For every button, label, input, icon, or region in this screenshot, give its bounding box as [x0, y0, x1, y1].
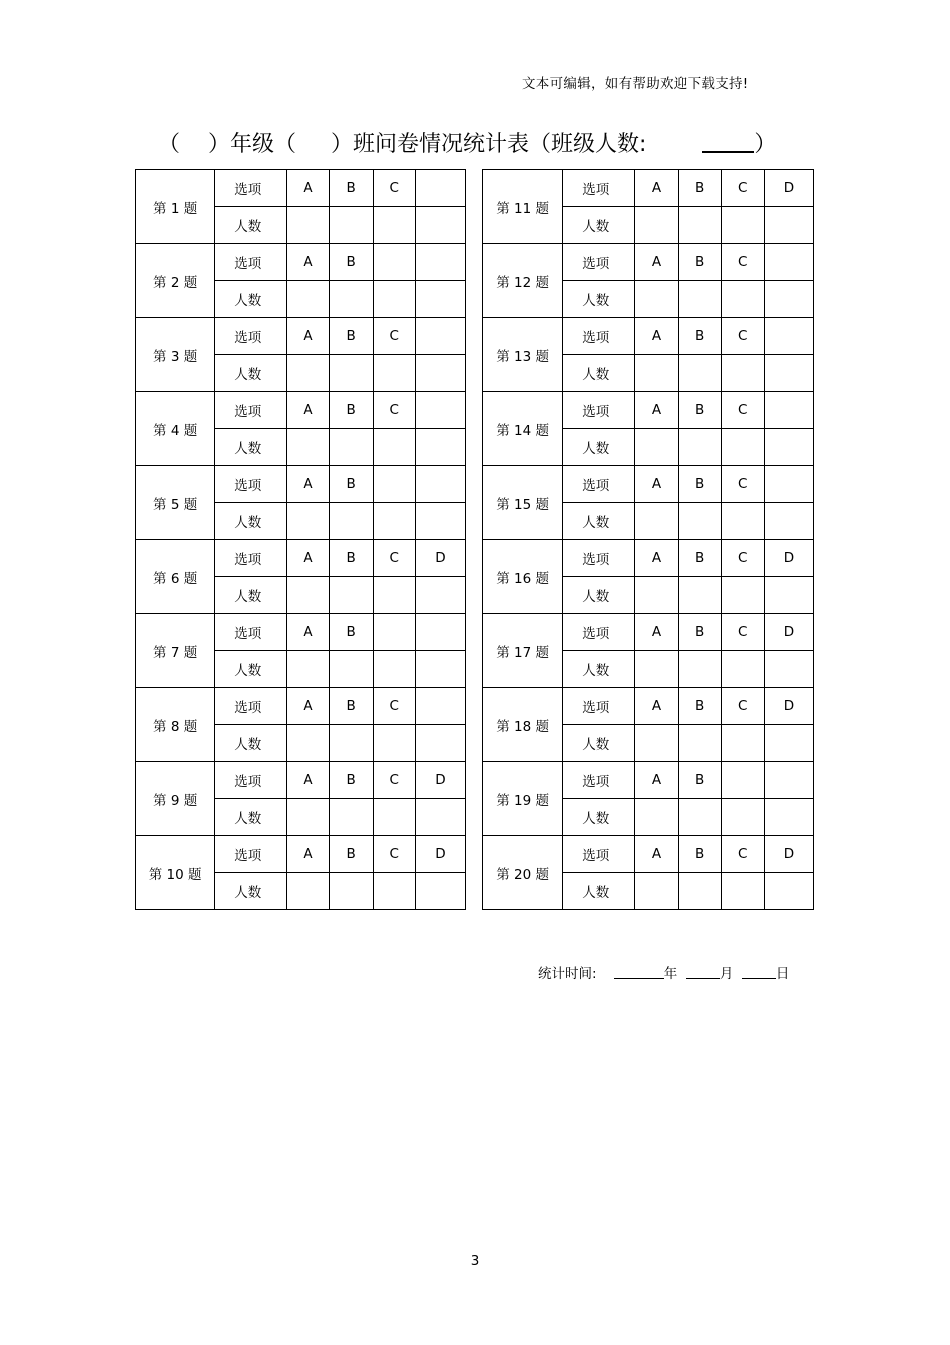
count-label: 人数	[215, 281, 287, 318]
count-cell	[329, 725, 373, 762]
count-cell	[415, 207, 465, 244]
question-label: 第 4 题	[136, 392, 215, 466]
question-options-row	[483, 170, 814, 207]
option-cell	[764, 466, 813, 503]
page-number: 3	[470, 1253, 480, 1269]
option-cell: A	[287, 836, 329, 873]
option-cell	[415, 318, 465, 355]
month-label: 月	[719, 966, 734, 982]
page-title	[158, 127, 776, 158]
question-options-row	[136, 762, 466, 799]
option-cell: C	[721, 614, 764, 651]
count-cell	[415, 429, 465, 466]
option-cell: C	[721, 244, 764, 281]
survey-table-left	[135, 169, 466, 910]
question-options-row	[136, 170, 466, 207]
count-cell	[764, 503, 813, 540]
count-cell	[373, 503, 415, 540]
option-cell: A	[635, 836, 678, 873]
question-label: 第 11 题	[483, 170, 563, 244]
stats-time	[538, 962, 789, 982]
question-label: 第 15 题	[483, 466, 563, 540]
count-cell	[287, 873, 329, 910]
option-cell: A	[635, 170, 678, 207]
option-cell: D	[415, 836, 465, 873]
option-cell: B	[329, 688, 373, 725]
option-cell: B	[678, 392, 721, 429]
count-cell	[721, 207, 764, 244]
count-cell	[287, 281, 329, 318]
count-cell	[373, 651, 415, 688]
options-label: 选项	[563, 318, 635, 355]
option-cell: A	[635, 244, 678, 281]
option-cell: A	[635, 614, 678, 651]
stats-time-label: 统计时间:	[538, 966, 597, 982]
count-label: 人数	[215, 577, 287, 614]
count-cell	[287, 799, 329, 836]
option-cell: C	[373, 836, 415, 873]
count-cell	[373, 799, 415, 836]
count-cell	[678, 725, 721, 762]
option-cell: A	[287, 392, 329, 429]
count-cell	[635, 429, 678, 466]
option-cell: A	[287, 170, 329, 207]
count-cell	[721, 503, 764, 540]
count-label: 人数	[563, 577, 635, 614]
option-cell: B	[678, 762, 721, 799]
count-label: 人数	[215, 207, 287, 244]
option-cell: C	[373, 392, 415, 429]
count-cell	[678, 873, 721, 910]
count-cell	[764, 651, 813, 688]
option-cell: D	[415, 540, 465, 577]
question-options-row	[483, 244, 814, 281]
count-cell	[764, 429, 813, 466]
count-cell	[635, 799, 678, 836]
count-cell	[287, 207, 329, 244]
question-label: 第 9 题	[136, 762, 215, 836]
option-cell: A	[635, 392, 678, 429]
count-cell	[287, 577, 329, 614]
option-cell	[415, 244, 465, 281]
count-cell	[635, 355, 678, 392]
count-cell	[329, 799, 373, 836]
count-label: 人数	[563, 873, 635, 910]
option-cell: A	[635, 318, 678, 355]
count-cell	[287, 503, 329, 540]
count-cell	[764, 725, 813, 762]
count-cell	[373, 725, 415, 762]
count-cell	[721, 799, 764, 836]
option-cell: B	[329, 836, 373, 873]
count-label: 人数	[215, 355, 287, 392]
option-cell: B	[678, 318, 721, 355]
question-options-row	[483, 392, 814, 429]
question-label: 第 20 题	[483, 836, 563, 910]
option-cell: B	[329, 244, 373, 281]
count-cell	[721, 873, 764, 910]
count-cell	[678, 281, 721, 318]
count-cell	[721, 577, 764, 614]
option-cell	[415, 170, 465, 207]
options-label: 选项	[563, 762, 635, 799]
question-options-row	[136, 614, 466, 651]
question-label: 第 12 题	[483, 244, 563, 318]
day-label: 日	[775, 966, 790, 982]
options-label: 选项	[215, 540, 287, 577]
option-cell: B	[329, 170, 373, 207]
count-label: 人数	[563, 429, 635, 466]
option-cell	[373, 466, 415, 503]
question-label: 第 6 题	[136, 540, 215, 614]
option-cell: A	[635, 466, 678, 503]
option-cell: A	[635, 540, 678, 577]
count-cell	[373, 873, 415, 910]
option-cell: A	[287, 244, 329, 281]
count-cell	[415, 799, 465, 836]
options-label: 选项	[215, 244, 287, 281]
option-cell: B	[678, 244, 721, 281]
count-cell	[329, 355, 373, 392]
option-cell: C	[721, 466, 764, 503]
survey-table-right	[482, 169, 814, 910]
option-cell: C	[373, 762, 415, 799]
count-cell	[329, 651, 373, 688]
options-label: 选项	[563, 466, 635, 503]
question-options-row	[136, 392, 466, 429]
option-cell: B	[678, 836, 721, 873]
option-cell	[721, 762, 764, 799]
month-blank	[686, 965, 720, 979]
option-cell: A	[287, 762, 329, 799]
count-cell	[678, 577, 721, 614]
count-cell	[415, 725, 465, 762]
question-label: 第 17 题	[483, 614, 563, 688]
question-options-row	[136, 836, 466, 873]
question-label: 第 13 题	[483, 318, 563, 392]
question-options-row	[483, 466, 814, 503]
option-cell	[764, 318, 813, 355]
count-label: 人数	[215, 725, 287, 762]
count-cell	[415, 503, 465, 540]
count-cell	[373, 577, 415, 614]
option-cell	[415, 392, 465, 429]
count-cell	[635, 873, 678, 910]
count-label: 人数	[215, 429, 287, 466]
options-label: 选项	[563, 170, 635, 207]
count-cell	[721, 429, 764, 466]
option-cell	[415, 614, 465, 651]
options-label: 选项	[563, 392, 635, 429]
class-size-blank	[702, 131, 754, 153]
options-label: 选项	[563, 836, 635, 873]
count-cell	[373, 281, 415, 318]
option-cell: D	[764, 688, 813, 725]
option-cell: B	[329, 466, 373, 503]
count-cell	[329, 429, 373, 466]
option-cell: D	[764, 170, 813, 207]
count-cell	[635, 207, 678, 244]
count-cell	[329, 503, 373, 540]
count-cell	[415, 355, 465, 392]
count-label: 人数	[563, 355, 635, 392]
count-cell	[415, 651, 465, 688]
option-cell: A	[287, 688, 329, 725]
question-options-row	[136, 244, 466, 281]
count-cell	[287, 651, 329, 688]
count-cell	[721, 725, 764, 762]
question-options-row	[483, 836, 814, 873]
count-cell	[764, 873, 813, 910]
options-label: 选项	[215, 614, 287, 651]
count-label: 人数	[563, 725, 635, 762]
option-cell: B	[329, 540, 373, 577]
count-cell	[764, 355, 813, 392]
count-label: 人数	[215, 651, 287, 688]
option-cell: C	[373, 688, 415, 725]
option-cell	[415, 688, 465, 725]
option-cell: B	[678, 170, 721, 207]
options-label: 选项	[563, 614, 635, 651]
option-cell	[415, 466, 465, 503]
question-options-row	[483, 614, 814, 651]
option-cell: C	[373, 540, 415, 577]
question-options-row	[483, 318, 814, 355]
option-cell	[764, 244, 813, 281]
count-cell	[287, 429, 329, 466]
option-cell: A	[287, 318, 329, 355]
count-label: 人数	[563, 281, 635, 318]
option-cell: A	[287, 614, 329, 651]
question-label: 第 1 题	[136, 170, 215, 244]
count-cell	[329, 873, 373, 910]
count-cell	[635, 503, 678, 540]
year-blank	[614, 965, 664, 979]
question-options-row	[483, 688, 814, 725]
option-cell: D	[415, 762, 465, 799]
question-label: 第 19 题	[483, 762, 563, 836]
option-cell: C	[721, 318, 764, 355]
options-label: 选项	[215, 762, 287, 799]
count-cell	[373, 355, 415, 392]
question-label: 第 5 题	[136, 466, 215, 540]
option-cell: A	[635, 762, 678, 799]
option-cell	[373, 244, 415, 281]
option-cell: A	[287, 540, 329, 577]
option-cell: B	[678, 614, 721, 651]
option-cell: B	[678, 688, 721, 725]
option-cell: C	[373, 318, 415, 355]
options-label: 选项	[215, 170, 287, 207]
option-cell: C	[373, 170, 415, 207]
count-label: 人数	[563, 651, 635, 688]
option-cell: C	[721, 836, 764, 873]
question-options-row	[483, 540, 814, 577]
count-cell	[764, 799, 813, 836]
count-cell	[764, 281, 813, 318]
question-label: 第 8 题	[136, 688, 215, 762]
options-label: 选项	[215, 318, 287, 355]
options-label: 选项	[215, 688, 287, 725]
question-options-row	[136, 318, 466, 355]
count-cell	[635, 577, 678, 614]
count-cell	[721, 651, 764, 688]
count-cell	[678, 651, 721, 688]
question-label: 第 14 题	[483, 392, 563, 466]
option-cell	[373, 614, 415, 651]
title-text: （ ）年级（ ）班问卷情况统计表（班级人数:	[158, 132, 647, 157]
title-close: ）	[754, 132, 777, 157]
count-label: 人数	[563, 207, 635, 244]
option-cell: C	[721, 540, 764, 577]
options-label: 选项	[563, 688, 635, 725]
option-cell: A	[635, 688, 678, 725]
option-cell: B	[678, 540, 721, 577]
count-cell	[415, 281, 465, 318]
header-note: 文本可编辑，如有帮助欢迎下载支持!	[522, 76, 749, 92]
question-label: 第 7 题	[136, 614, 215, 688]
option-cell: B	[678, 466, 721, 503]
option-cell: C	[721, 170, 764, 207]
question-options-row	[136, 540, 466, 577]
question-label: 第 18 题	[483, 688, 563, 762]
question-label: 第 10 题	[136, 836, 215, 910]
option-cell: A	[287, 466, 329, 503]
options-label: 选项	[215, 836, 287, 873]
count-label: 人数	[215, 873, 287, 910]
option-cell: B	[329, 614, 373, 651]
options-label: 选项	[563, 244, 635, 281]
count-cell	[764, 207, 813, 244]
count-cell	[329, 281, 373, 318]
count-cell	[678, 355, 721, 392]
count-cell	[373, 207, 415, 244]
question-label: 第 16 题	[483, 540, 563, 614]
option-cell: B	[329, 318, 373, 355]
option-cell: B	[329, 392, 373, 429]
count-cell	[287, 725, 329, 762]
day-blank	[742, 965, 776, 979]
question-label: 第 3 题	[136, 318, 215, 392]
count-cell	[678, 503, 721, 540]
option-cell: B	[329, 762, 373, 799]
count-cell	[287, 355, 329, 392]
count-label: 人数	[563, 799, 635, 836]
options-label: 选项	[215, 466, 287, 503]
question-options-row	[136, 466, 466, 503]
option-cell: D	[764, 614, 813, 651]
question-options-row	[483, 762, 814, 799]
option-cell	[764, 762, 813, 799]
year-label: 年	[663, 966, 678, 982]
count-cell	[635, 281, 678, 318]
count-cell	[721, 355, 764, 392]
count-label: 人数	[215, 799, 287, 836]
question-options-row	[136, 688, 466, 725]
count-cell	[678, 799, 721, 836]
count-cell	[329, 577, 373, 614]
count-cell	[678, 429, 721, 466]
count-cell	[329, 207, 373, 244]
count-cell	[635, 725, 678, 762]
option-cell	[764, 392, 813, 429]
question-label: 第 2 题	[136, 244, 215, 318]
count-cell	[764, 577, 813, 614]
count-cell	[635, 651, 678, 688]
count-label: 人数	[563, 503, 635, 540]
option-cell: C	[721, 392, 764, 429]
option-cell: C	[721, 688, 764, 725]
option-cell: D	[764, 836, 813, 873]
option-cell: D	[764, 540, 813, 577]
count-cell	[373, 429, 415, 466]
count-cell	[678, 207, 721, 244]
count-cell	[415, 873, 465, 910]
count-cell	[415, 577, 465, 614]
count-label: 人数	[215, 503, 287, 540]
options-label: 选项	[563, 540, 635, 577]
options-label: 选项	[215, 392, 287, 429]
count-cell	[721, 281, 764, 318]
